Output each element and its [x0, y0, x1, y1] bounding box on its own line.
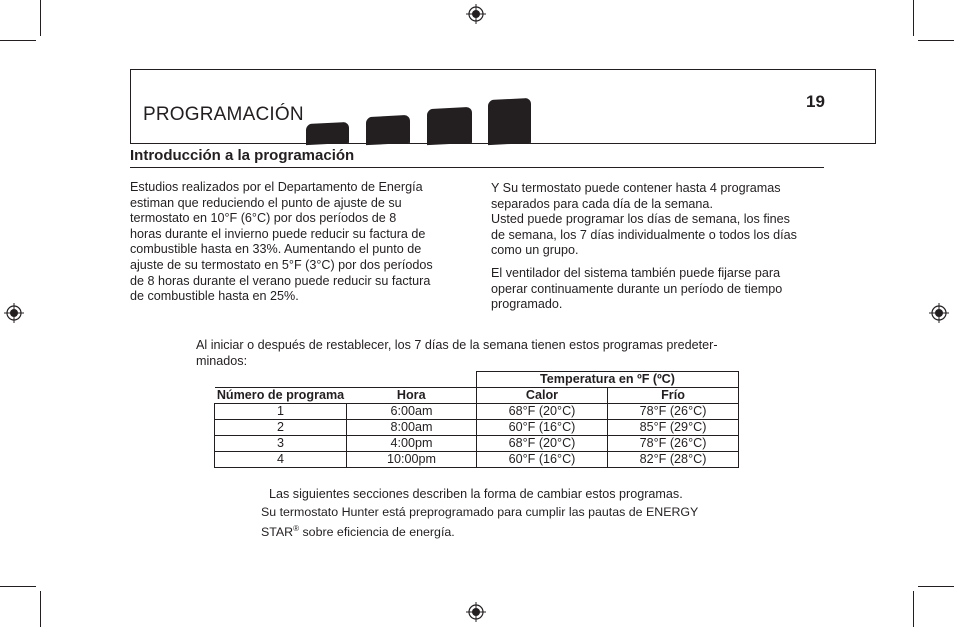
- text-line: separados para cada día de la semana.: [491, 196, 713, 211]
- text-line: El ventilador del sistema también puede fijarse para: [491, 266, 781, 280]
- default-programs-table: [214, 371, 739, 468]
- column-header: Número de programa: [215, 388, 347, 404]
- column-header: Calor: [477, 388, 608, 404]
- energy-star-text: STAR: [261, 524, 294, 539]
- table-cell: 10:00pm: [347, 452, 477, 468]
- text-line: operar continuamente durante un período de tiempo: [491, 281, 783, 296]
- table-row: [215, 420, 739, 436]
- text-line: de semana, los 7 días individualmente o todos los días: [491, 227, 797, 242]
- table-cell: 78°F (26°C): [608, 404, 739, 420]
- column-header: Frío: [608, 388, 739, 404]
- table-cell: 68°F (20°C): [477, 404, 608, 420]
- page-title: PROGRAMACIÓN: [143, 104, 304, 125]
- header-tab-2: [366, 115, 410, 145]
- text-line: Usted puede programar los días de semana, los fines: [491, 212, 790, 227]
- table-cell: 60°F (16°C): [477, 420, 608, 436]
- energy-star-note: [261, 505, 781, 540]
- text-line: horas durante el invierno puede reducir su factura de: [130, 226, 426, 241]
- note-text: sobre eficiencia de energía.: [299, 524, 455, 539]
- text-line: ajuste de su termostato en 5°F (3°C) por dos períodos: [130, 257, 433, 272]
- table-row: [215, 404, 739, 420]
- crop-mark-top-left-v: [40, 0, 41, 36]
- table-group-header-row: [215, 372, 739, 388]
- text-line: como un grupo.: [491, 243, 579, 258]
- intro-paragraph-right-2: [491, 266, 836, 313]
- text-line: Al iniciar o después de restablecer, los 7 días de la semana tienen estos programas predeter-: [196, 338, 718, 352]
- table-row: [215, 452, 739, 468]
- intro-paragraph-left: [130, 180, 475, 305]
- table-header-row: [215, 388, 739, 404]
- registered-mark: ®: [293, 523, 300, 533]
- table-cell: 60°F (16°C): [477, 452, 608, 468]
- text-line: [261, 521, 781, 541]
- table-cell: 6:00am: [347, 404, 477, 420]
- table-cell: 8:00am: [347, 420, 477, 436]
- text-line: Estudios realizados por el Departamento de Energía: [130, 180, 423, 194]
- header-tab-1: [306, 122, 349, 145]
- header-tab-4: [488, 98, 531, 145]
- crop-mark-bottom-right-v: [913, 591, 914, 627]
- registration-mark-icon: [466, 602, 486, 622]
- bullet-text: [196, 338, 796, 369]
- intro-paragraph-right-1: [491, 181, 836, 259]
- table-row: [215, 436, 739, 452]
- text-line: estiman que reduciendo el punto de ajuste de su: [130, 195, 402, 210]
- registration-mark-icon: [466, 4, 486, 24]
- text-line: combustible hasta en 33%. Aumentando el punto de: [130, 242, 422, 257]
- text-line: Y Su termostato puede contener hasta 4 programas: [491, 181, 781, 195]
- table-cell: 85°F (29°C): [608, 420, 739, 436]
- crop-mark-bottom-left-v: [40, 591, 41, 627]
- table-cell: 78°F (26°C): [608, 436, 739, 452]
- table-cell: 82°F (28°C): [608, 452, 739, 468]
- header-tab-3: [427, 107, 472, 145]
- empty-cell: [215, 372, 347, 388]
- registration-mark-icon: [4, 303, 24, 323]
- table-cell: 1: [215, 404, 347, 420]
- bullet-text: Las siguientes secciones describen la forma de cambiar estos programas.: [269, 487, 683, 501]
- temperature-group-header: Temperatura en ºF (ºC): [477, 372, 739, 388]
- text-line: programado.: [491, 297, 563, 312]
- page-number: 19: [806, 92, 825, 111]
- text-line: de combustible hasta en 25%.: [130, 289, 299, 304]
- text-line: minados:: [196, 353, 248, 368]
- text-line: de 8 horas durante el verano puede reducir su factura: [130, 273, 431, 288]
- text-line: termostato en 10°F (6°C) por dos períodos de 8: [130, 211, 397, 226]
- table-cell: 2: [215, 420, 347, 436]
- table-cell: 68°F (20°C): [477, 436, 608, 452]
- section-divider: [130, 167, 824, 168]
- crop-mark-bottom-left-h: [0, 586, 36, 587]
- crop-mark-top-left-h: [0, 40, 36, 41]
- table-cell: 4:00pm: [347, 436, 477, 452]
- column-header: Hora: [347, 388, 477, 404]
- table-cell: 3: [215, 436, 347, 452]
- crop-mark-bottom-right-h: [918, 586, 954, 587]
- table-cell: 4: [215, 452, 347, 468]
- text-line: Su termostato Hunter está preprogramado para cumplir las pautas de ENERGY: [261, 505, 699, 519]
- empty-cell: [347, 372, 477, 388]
- crop-mark-top-right-h: [918, 40, 954, 41]
- registration-mark-icon: [929, 303, 949, 323]
- section-title: Introducción a la programación: [130, 147, 355, 164]
- crop-mark-top-right-v: [913, 0, 914, 36]
